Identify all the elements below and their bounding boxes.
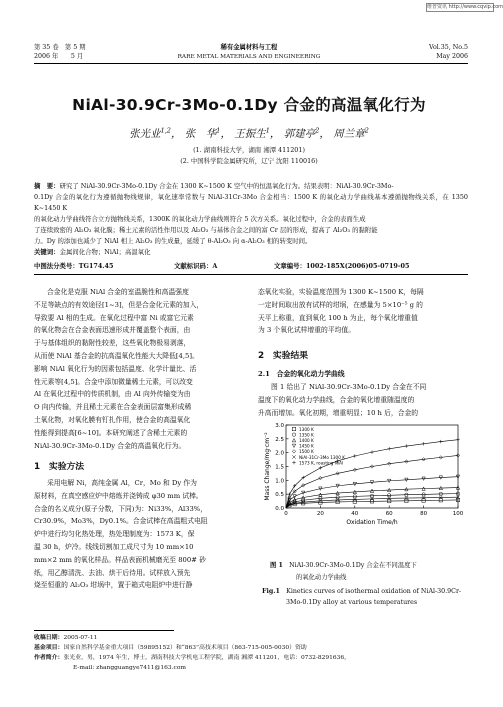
author-affil-mark: 2 <box>315 126 320 135</box>
y-tick-label: 3.0 <box>275 423 284 429</box>
document-code: 文献标识码：A <box>174 262 218 270</box>
text-line: 炉中进行均匀化热处理，热处理制度为：1573 K，保 <box>34 530 195 539</box>
data-point <box>456 438 459 441</box>
abstract-rule <box>34 274 468 275</box>
data-point <box>370 450 373 453</box>
footnote-label: 收稿日期： <box>34 634 64 641</box>
abstract <box>34 181 468 246</box>
text-line: 土氧化物，对氧化膜有钉扎作用，使合金的高温氧化 <box>34 415 191 424</box>
header-journal-en: RARE METAL MATERIALS AND ENGINEERING <box>177 54 321 60</box>
oxidation-kinetics-chart <box>262 422 462 530</box>
header-volume-cn: 第 35 卷 第 5 期 <box>34 44 86 51</box>
x-axis-label: Oxidation Time/h <box>346 519 398 526</box>
data-point <box>388 447 391 450</box>
figure-caption-en <box>262 587 461 597</box>
section-2-heading: 2 实验结果 <box>258 351 309 361</box>
header-journal-cn: 稀有金属材料与工程 <box>220 44 278 51</box>
legend-label: NiAl-31Cr-3Mo 1300 K <box>299 454 345 460</box>
paper-title: NiAl-30.9Cr-3Mo-0.1Dy 合金的高温氧化行为 <box>72 96 426 114</box>
text-line: 图 1 给出了 NiAl-30.9Cr-3Mo-0.1Dy 合金在不同 <box>271 383 427 391</box>
text-line: 为 3 个氧化试样增重的平均值。 <box>258 326 356 335</box>
author: 王振生 <box>234 128 266 140</box>
text-line: O 向内传输，并且稀土元素在合金表面层富集形成稀 <box>34 403 192 412</box>
text-line: 合金化是克服 NiAl 合金的室温脆性和高温强度 <box>47 288 189 296</box>
text-line: Cr30.9%，Mo3%，Dy0.1%。合金试棒在高温粗式电阻 <box>34 517 208 526</box>
text-line: 导致要 Al 相的生成。在氧化过程中富 Ni 或富它元素 <box>34 313 194 322</box>
caption-text: NiAl-30.9Cr-3Mo-0.1Dy 合金在不同温度下 <box>289 562 417 569</box>
y-tick-label: 0.0 <box>275 506 284 512</box>
subsection-2-1-heading: 2.1 合金的氧化动力学曲线 <box>258 370 345 378</box>
footnote-received <box>34 633 97 643</box>
text-line: 从而使 NiAl 基合金的抗高温氧化性能大大降低[4,5]。 <box>34 351 199 360</box>
text-line: 烧至恒重的 Al₂O₃ 坩埚中，置于箱式电阻炉中进行静 <box>34 581 193 590</box>
abstract-line: 力。Dy 的添加也减少了 NiAl 相上 Al₂O₃ 的生成量，延缓了 θ-Al₂O₃ 向 α-Al₂O₃ 相的转变时间。 <box>34 236 312 245</box>
legend-label: 1573 K, roasting NiAl <box>299 460 344 466</box>
author: 郭建亭 <box>283 128 316 140</box>
author: 张 华 <box>184 128 217 140</box>
affiliation-2: (2. 中国科学院金属研究所，辽宁 沈阳 110016) <box>180 157 318 165</box>
figure-caption-cn-2: 的氧化动力学曲线 <box>296 574 347 581</box>
figure-label-en: Fig.1 <box>262 588 280 595</box>
watermark: 维普资讯 http://www.cqvip.com <box>427 4 503 10</box>
text-line: 性能得到提高[6~10]。本研究阐述了含稀土元素的 <box>34 428 188 437</box>
legend-marker <box>292 450 295 453</box>
abstract-line: 了连续致密的 Al₂O₃ 氧化膜；稀土元素的活性作用以及 Al₂O₃ 与基体合金之间的富 Cr 层的形成，提高了 Al₂O₃ 的黏附能 <box>34 225 378 234</box>
author: 周兰章 <box>333 128 365 140</box>
text-line: 不足等缺点的有效途径[1~3]，但是合金化元素的加入， <box>34 300 204 309</box>
footnote-label: 作者简介： <box>34 654 64 661</box>
header-year-cn: 2006 年 5 月 <box>34 53 84 60</box>
y-tick-label: 0.5 <box>275 492 284 499</box>
author: 张光业 <box>129 128 161 140</box>
legend-marker <box>292 439 295 442</box>
section-1-heading: 1 实验方法 <box>34 462 85 472</box>
keywords-text: 金属间化合物；NiAl；高温氧化 <box>59 248 151 256</box>
legend-marker <box>292 433 295 436</box>
data-point <box>288 492 291 495</box>
text-line: 采用电解 Ni，高纯金属 Al，Cr，Mo 和 Dy 作为 <box>47 479 197 487</box>
legend-marker <box>292 455 295 458</box>
author-affil-mark: 2 <box>364 126 369 135</box>
header-date-en: May 2006 <box>436 53 468 60</box>
abstract-label: 摘 要： <box>34 182 60 190</box>
text-line: 温 30 h，炉冷。线线切割加工成尺寸为 10 mm×10 <box>34 542 194 551</box>
series-line <box>286 494 458 508</box>
legend-marker <box>292 444 295 447</box>
legend-marker <box>292 461 295 464</box>
text-line: 温度下的氧化动力学曲线，合金的氧化增重随温度的 <box>258 395 415 404</box>
data-point <box>319 466 322 469</box>
footnote-text: 张光业，男，1974 年生，博士，湖南科技大学机电工程学院，湖南 湘潭 411201，电话：0732-8291636， <box>63 655 351 661</box>
author-list: 张光业$^{1,2}$， 张 华$^1$， 王振生$^1$， 郭建亭$^2$， 周兰章$^2$ <box>129 126 369 140</box>
y-axis-label: Mass Change/mg·cm⁻² <box>264 432 271 501</box>
text-line: 原材料，在真空感应炉中熔炼并浇铸成 φ30 mm 试棒。 <box>34 491 203 500</box>
abstract-line: 研究了 NiAl-30.9Cr-3Mo-0.1Dy 合金在 1300 K~1500 K 空气中的恒温氧化行为。结果表明：NiAl-30.9Cr-3Mo- <box>59 182 394 190</box>
author-affil-mark: 1 <box>265 126 270 135</box>
series-line <box>286 500 458 508</box>
x-tick-label: 80 <box>420 511 428 517</box>
methods-paragraph <box>34 477 242 592</box>
data-point <box>405 444 408 447</box>
keywords-label: 关键词： <box>34 248 60 256</box>
legend-label: 1300 K <box>299 426 314 432</box>
figure-label-cn: 图 1 <box>270 562 283 569</box>
data-point <box>439 440 442 443</box>
y-tick-label: 2.0 <box>275 450 284 457</box>
footnote-funding <box>34 643 307 653</box>
legend-marker <box>292 427 295 430</box>
header-rule <box>34 63 468 64</box>
plot-area <box>264 423 464 526</box>
text-line: mm×2 mm 的氧化样品。样品表面机械磨光至 800# 砂 <box>34 555 206 564</box>
footnote-label: 基金项目： <box>34 644 64 651</box>
author-affil-mark: 1,2 <box>160 126 171 135</box>
abstract-line: 0.1Dy 合金的氧化行为遵循抛物线规律，氧化速率常数与 NiAl-31Cr-3Mo 合金相当：1500 K 的氧化动力学曲线基本遵循抛物线关系，在 1350 K~1450 K <box>34 192 468 212</box>
legend-label: 1400 K <box>299 438 314 443</box>
legend-label: 1450 K <box>299 443 314 449</box>
legend-label: 1350 K <box>299 432 314 438</box>
affiliation-1: (1. 湖南科技大学，湖南 湘潭 411201) <box>193 146 305 154</box>
keywords <box>34 247 151 256</box>
x-tick-label: 40 <box>351 511 359 517</box>
clc-number: 中图法分类号：TG174.45 <box>34 262 114 270</box>
data-point <box>422 442 425 445</box>
text-line: NiAl-30.9Cr-3Mo-0.1Dy 合金的高温氧化行为。 <box>34 441 186 450</box>
x-tick-label: 0 <box>284 511 288 517</box>
footnote-text: 国家自然科学基金重大项目（59895152）和“863”高技术项目（863-715-005-0030）资助 <box>63 645 307 651</box>
text-line: 性元素等[4,5]。合金中添加微量稀土元素，可以改变 <box>34 377 193 386</box>
author-affil-mark: 1 <box>216 126 221 135</box>
figure-caption-en-2: 3Mo-0.1Dy alloy at various temperatures <box>286 599 418 606</box>
legend-label: 1500 K <box>299 449 314 455</box>
footnote-rule <box>34 630 174 631</box>
text-line: 天平上称重，直到氧化 100 h 为止，每个氧化增重值 <box>258 313 418 322</box>
x-tick-label: 20 <box>316 511 324 517</box>
text-line: 的氧化物会在合金表面迅速形成并覆盖整个表面，由 <box>34 326 191 335</box>
text-line: 影响 NiAl 氧化行为的因素包括温度、化学计量比、活 <box>34 364 197 373</box>
x-tick-label: 60 <box>385 511 393 517</box>
text-line: 升高而增加。氧化初期，增重明显；10 h 后，合金的 <box>258 408 419 417</box>
intro-paragraph <box>34 286 242 452</box>
y-tick-label: 1.0 <box>275 478 284 485</box>
article-number: 文章编号：1002-185X(2006)05-0719-05 <box>274 262 410 270</box>
abstract-line: 的氧化动力学曲线符合立方抛物线关系，1300K 的氧化动力学曲线则符合 5 次方关系。氧化过程中，合金的表面生成 <box>34 214 366 223</box>
footnote-author <box>34 653 350 663</box>
results-paragraph <box>258 381 468 419</box>
text-line: 一定时间取出放有试样的坩埚，在感量为 5×10⁻⁵ g 的 <box>258 300 423 309</box>
text-line: Al 在氧化过程中的传质机制，由 Al 向外传输变为由 <box>34 390 191 399</box>
footnote-email: E-mail: zhangguangye7411@163.com <box>73 665 186 671</box>
text-line: 于与基体组织的黏附性较差，这些氧化物极易剥落， <box>34 339 191 348</box>
header-volume-en: Vol.35, No.5 <box>429 44 468 51</box>
y-tick-label: 2.5 <box>275 436 284 443</box>
text-line: 纸，用乙醇清洗、去油、烘干后待用。试样放入预先 <box>34 568 191 577</box>
caption-text: Kinetics curves of isothermal oxidation of NiAl-30.9Cr- <box>286 588 462 595</box>
x-tick-label: 100 <box>452 511 464 517</box>
data-point <box>353 454 356 457</box>
text-line: 合金的名义成分(原子分数，下同)为：Ni33%，Al33%， <box>34 504 208 513</box>
text-line: 态氧化实验，实验温度范围为 1300 K~1500 K，每隔 <box>258 288 424 296</box>
methods-continued <box>258 286 468 337</box>
y-tick-label: 1.5 <box>275 464 284 471</box>
footnote-text: 2005-07-11 <box>63 635 98 641</box>
figure-caption-cn <box>270 561 417 571</box>
